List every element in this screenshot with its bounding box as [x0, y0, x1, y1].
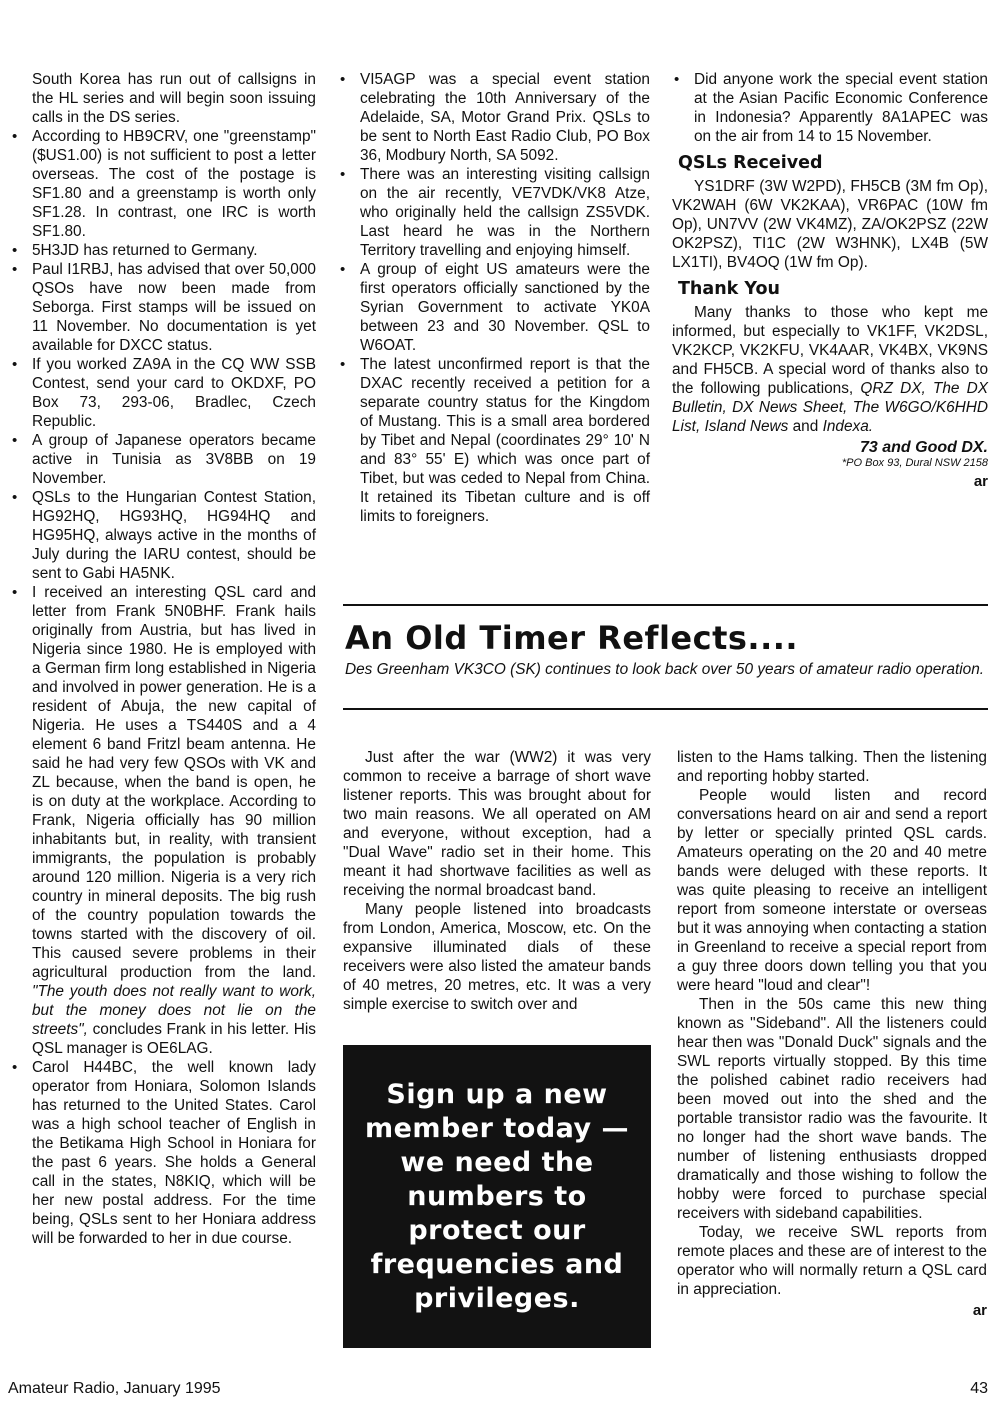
publications-list: QRZ DX, The DX Bulletin, DX News Sheet, The W6GO/K6HHD List, Island News [672, 380, 989, 435]
promo-box [343, 1045, 651, 1348]
thank-you-text: Many thanks to those who kept me informed, but especially to VK1FF, VK2DSL, VK2KCP, VK2KFU, VK4AAR, VK4BX, VK9NS and FH5CB. A special word of thanks also to the following publications, QRZ DX, The DX Bulletin, DX News Sheet, The W6GO/K6HHD List, Island News and Indexa. [672, 304, 989, 435]
frank-end: concludes Frank in his letter. His QSL manager is OE6LAG. [32, 1021, 316, 1057]
promo-text: Sign up a new member today — we need the numbers to protect our frequencies and privileges. [364, 1078, 630, 1314]
page-number: 43 [970, 1380, 988, 1397]
list-item: • QSLs to the Hungarian Contest Station, HG92HQ, HG93HQ, HG94HQ and HG95HQ, always active in the months of July during the IARU contest, should be sent to Gabi HA5NK. [10, 488, 316, 583]
news-list [672, 70, 988, 146]
paragraph: Then in the 50s came this new thing known as "Sideband". All the listeners could hear then was "Donald Duck" signals and the SWL reports virtually stopped. By this time the polished cabinet radio receivers had been moved out into the shed and the portable transistor radio was the favourite. It no longer had the short wave bands. The number of listening enthusiasts dropped dramatically and those wishing to follow the hobby were forced to purchase special receivers with sideband capabilities. [677, 996, 987, 1222]
signoff: 73 and Good DX. [859, 439, 988, 456]
list-item: • A group of Japanese operators became active in Tunisia as 3V8BB on 19 November. [10, 431, 316, 488]
column-1 [10, 70, 316, 1248]
divider [343, 708, 988, 710]
paragraph: Just after the war (WW2) it was very common to receive a barrage of short wave listener reports. This was brought about for two main reasons. We all operated on AM and everyone, without exception, had a "Dual Wave" radio set in their home. This meant it had shortwave facilities as well as receiving the normal broadcast band. [343, 749, 651, 899]
end-mark: ar [972, 1302, 987, 1319]
end-mark: ar [973, 473, 988, 490]
article-column-2 [677, 748, 987, 1320]
qsls-received-text: YS1DRF (3W W2PD), FH5CB (3M fm Op), VK2WAH (6W VK2KAA), VR6PAC (10W fm Op), UN7VV (2W VK4MZ), ZA/OK2PSZ (22W OK2PSZ), TI1C (2W W3HNK), LX4B (5W LX1TI), BV4OQ (1W fm Op). [672, 178, 988, 271]
frank-text: I received an interesting QSL card and letter from Frank 5N0BHF. Frank hails originally from Austria, but has lived in Nigeria since 1980. He is employed with a German firm long established in Nigeria and involved in power generation. He is a resident of Abuja, the new capital of Nigeria. He uses a TS440S and a 4 element 6 band Fritzl beam antenna. He said he had very few QSOs with VK and ZL because, when the band is open, he is on duty at the workplace. According to Frank, Nigeria officially has 90 million inhabitants but, in reality, with transient immigrants, the population is probably around 120 million. Nigeria is a very rich country in mineral deposits. The big rush of the country population towards the towns started with the discovery of oil. This caused severe problems in their agricultural production from the land. [32, 584, 316, 981]
list-item: • According to HB9CRV, one "greenstamp" ($US1.00) is not sufficient to post a letter overseas. The cost of the postage is SF1.80 and a greenstamp is worth only SF1.28. In contrast, one IRC is worth SF1.80. [10, 127, 316, 241]
paragraph: South Korea has run out of callsigns in the HL series and will begin soon issuing calls in the DS series. [32, 71, 316, 126]
paragraph: People would listen and record conversations heard on air and send a report by letter or specially printed QSL cards. Amateurs operating on the 20 and 40 metre bands were deluged with these reports. It was quite pleasing to receive an intelligent report from someone interstate or overseas but it was annoying when contacting a station in Greenland to receive a special report from a guy three doors down telling you that you were heard "loud and clear"! [677, 787, 987, 994]
column-3 [672, 70, 988, 491]
list-item [10, 583, 316, 1058]
qsls-received-heading: QSLs Received [678, 153, 823, 173]
list-item: • 5H3JD has returned to Germany. [10, 241, 316, 260]
news-list [10, 127, 316, 1248]
thank-you-heading: Thank You [678, 279, 780, 299]
footer-publication: Amateur Radio, January 1995 [8, 1380, 221, 1397]
divider [343, 604, 988, 606]
list-item: • If you worked ZA9A in the CQ WW SSB Contest, send your card to OKDXF, PO Box 73, 293-06, Bradlec, Czech Republic. [10, 355, 316, 431]
list-item: • Did anyone work the special event station at the Asian Pacific Economic Conference in Indonesia? Apparently 8A1APEC was on the air from 14 to 15 November. [672, 70, 988, 146]
list-item: • There was an interesting visiting callsign on the air recently, VE7VDK/VK8 Atze, who originally held the callsign ZS5VDK. Last heard he was in the Northern Territory travelling and enjoying himself. [338, 165, 650, 260]
list-item: • Carol H44BC, the well known lady operator from Honiara, Solomon Islands has returned to the United States. Carol was a high school teacher of English in the Betikama High School in Honiara for the past 6 years. She holds a General call in the states, N8KIQ, which will be her new postal address. For the time being, QSLs sent to her Honiara address will be forwarded to her in due course. [10, 1058, 316, 1248]
list-item: • The latest unconfirmed report is that the DXAC recently received a petition for a separate country status for the Kingdom of Mustang. This is a small area bordered by Tibet and Nepal (coordinates 29° 10' N and 83° 55' E) which was once part of Tibet, but was ceded to Nepal from China. It retained its Tibetan culture and is off limits to foreigners. [338, 355, 650, 526]
paragraph: listen to the Hams talking. Then the listening and reporting hobby started. [677, 749, 987, 785]
list-item: • Paul I1RBJ, has advised that over 50,000 QSOs have now been made from Seborga. First stamps will be issued on 11 November. No documentation is yet available for DXCC status. [10, 260, 316, 355]
article-column-1 [343, 748, 651, 1014]
list-item: • VI5AGP was a special event station celebrating the 10th Anniversary of the Adelaide, SA, Motor Grand Prix. QSLs to be sent to North East Radio Club, PO Box 36, Modbury North, SA 5092. [338, 70, 650, 165]
paragraph: Today, we receive SWL reports from remote places and these are of interest to the operator who will normally return a QSL card in appreciation. [677, 1224, 987, 1298]
list-item: • A group of eight US amateurs were the first operators officially sanctioned by the Syrian Government to activate YK0A between 23 and 30 November. QSL to W6OAT. [338, 260, 650, 355]
frank-quote: "The youth does not really want to work, but the money does not lie on the streets", [32, 983, 316, 1038]
paragraph: Many people listened into broadcasts from London, America, Moscow, etc. On the expansive illuminated dials of these receivers were also listed the amateur bands of 40 metres, 20 metres, etc. It was a very simple exercise to switch over and [343, 901, 651, 1013]
article-title: An Old Timer Reflects.... [345, 619, 799, 657]
news-list [338, 70, 650, 526]
author-address: *PO Box 93, Dural NSW 2158 [841, 457, 988, 469]
column-2 [338, 70, 650, 526]
article-subtitle: Des Greenham VK3CO (SK) continues to look back over 50 years of amateur radio operation. [345, 661, 985, 678]
